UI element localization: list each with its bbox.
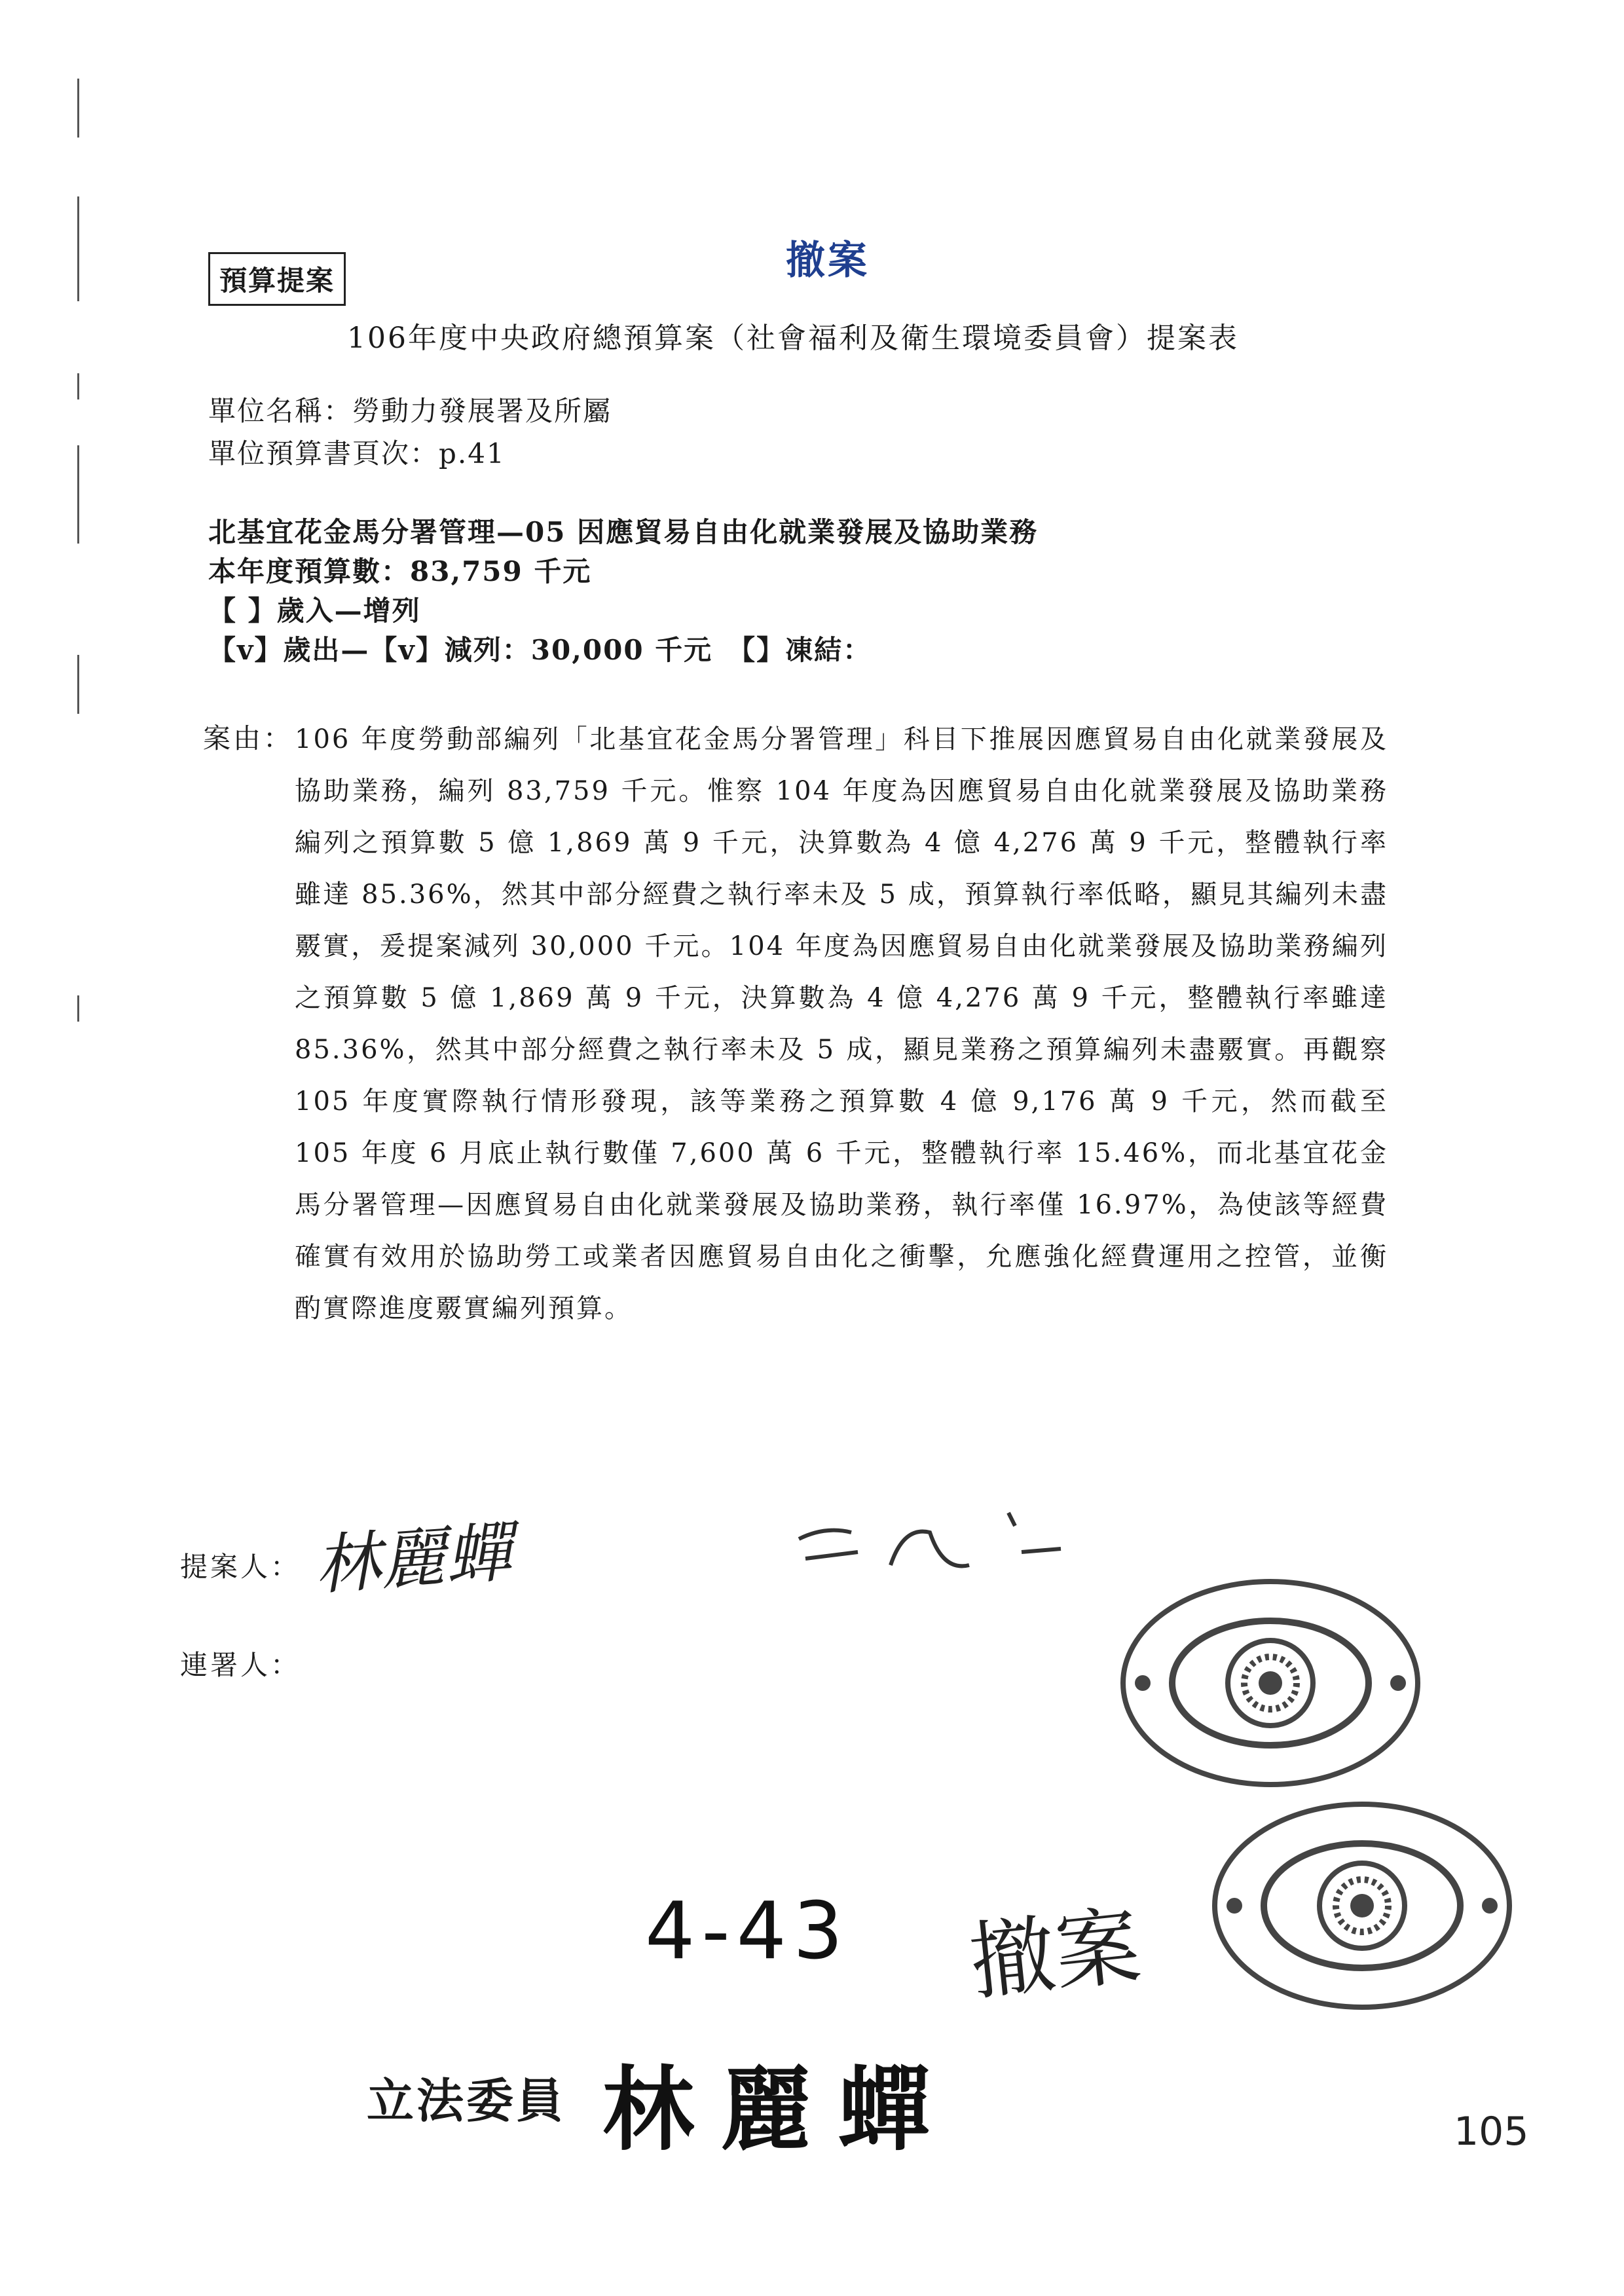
reason-body: 106 年度勞動部編列「北基宜花金馬分署管理」科目下推展因應貿易自由化就業發展及協助業務，編列 83,759 千元。惟察 104 年度為因應貿易自由化就業發展及協助業務編列之預算數 5 億 1,869 萬 9 千元，決算數為 4 億 4,276 萬 9 千元，整體執行率雖達 85.36%，然其中部分經費之執行率未及 5 成，預算執行率低略，顯見其編列未盡覈實，爰提案減列 30,000 千元。104 年度為因應貿易自由化就業發展及協助業務編列之預算數 5 億 1,869 萬 9 千元，決算數為 4 億 4,276 萬 9 千元，整體執行率雖達 85.36%，然其中部分經費之執行率未及 5 成，顯見業務之預算編列未盡覈實。再觀察 105 年度實際執行情形發現，該等業務之預算數 4 億 9,176 萬 9 千元，然而截至 105 年度 6 月底止執行數僅 7,600 萬 6 千元，整體執行率 15.46%，而北基宜花金馬分署管理—因應貿易自由化就業發展及協助業務，執行率僅 16.97%，為使該等經費確實有效用於協助勞工或業者因應貿易自由化之衝擊，允應強化經費運用之控管，並衡酌實際進度覈實編列預算。 <box>295 724 1388 1324</box>
revenue-line: 【 】歲入—增列 <box>208 595 421 627</box>
reason-label: 案由： <box>203 722 294 754</box>
budget-amount: 本年度預算數：83,759 千元 <box>208 555 592 587</box>
proposer-label: 提案人： <box>180 1551 301 1583</box>
page-number: 105 <box>1454 2109 1529 2155</box>
cosigner-label: 連署人： <box>180 1649 301 1681</box>
legislator-name-stamp: 林麗蟬 <box>602 2056 957 2164</box>
party-caucus-seal <box>1113 1572 1428 1794</box>
document-title: 106年度中央政府總預算案（社會福利及衛生環境委員會）提案表 <box>347 322 1239 355</box>
party-caucus-seal-2 <box>1205 1794 1519 2017</box>
handwritten-number: 4-43 <box>645 1886 850 1977</box>
legislator-label: 立法委員 <box>367 2073 566 2128</box>
handwritten-withdrawn: 撤案 <box>965 1895 1145 2013</box>
binding-marks <box>72 65 85 1081</box>
unit-name: 單位名稱：勞動力發展署及所屬 <box>208 395 612 427</box>
withdrawn-title: 撤案 <box>786 238 870 284</box>
proposal-stamp-label: 預算提案 <box>208 252 346 306</box>
budget-page: 單位預算書頁次：p.41 <box>208 437 506 470</box>
scribble-mark <box>773 1487 1113 1598</box>
program-name: 北基宜花金馬分署管理—05 因應貿易自由化就業發展及協助業務 <box>208 516 1039 548</box>
proposer-signature: 林麗蟬 <box>312 1513 514 1604</box>
expenditure-line: 【v】歲出—【v】減列：30,000 千元 【】凍結： <box>208 634 872 666</box>
